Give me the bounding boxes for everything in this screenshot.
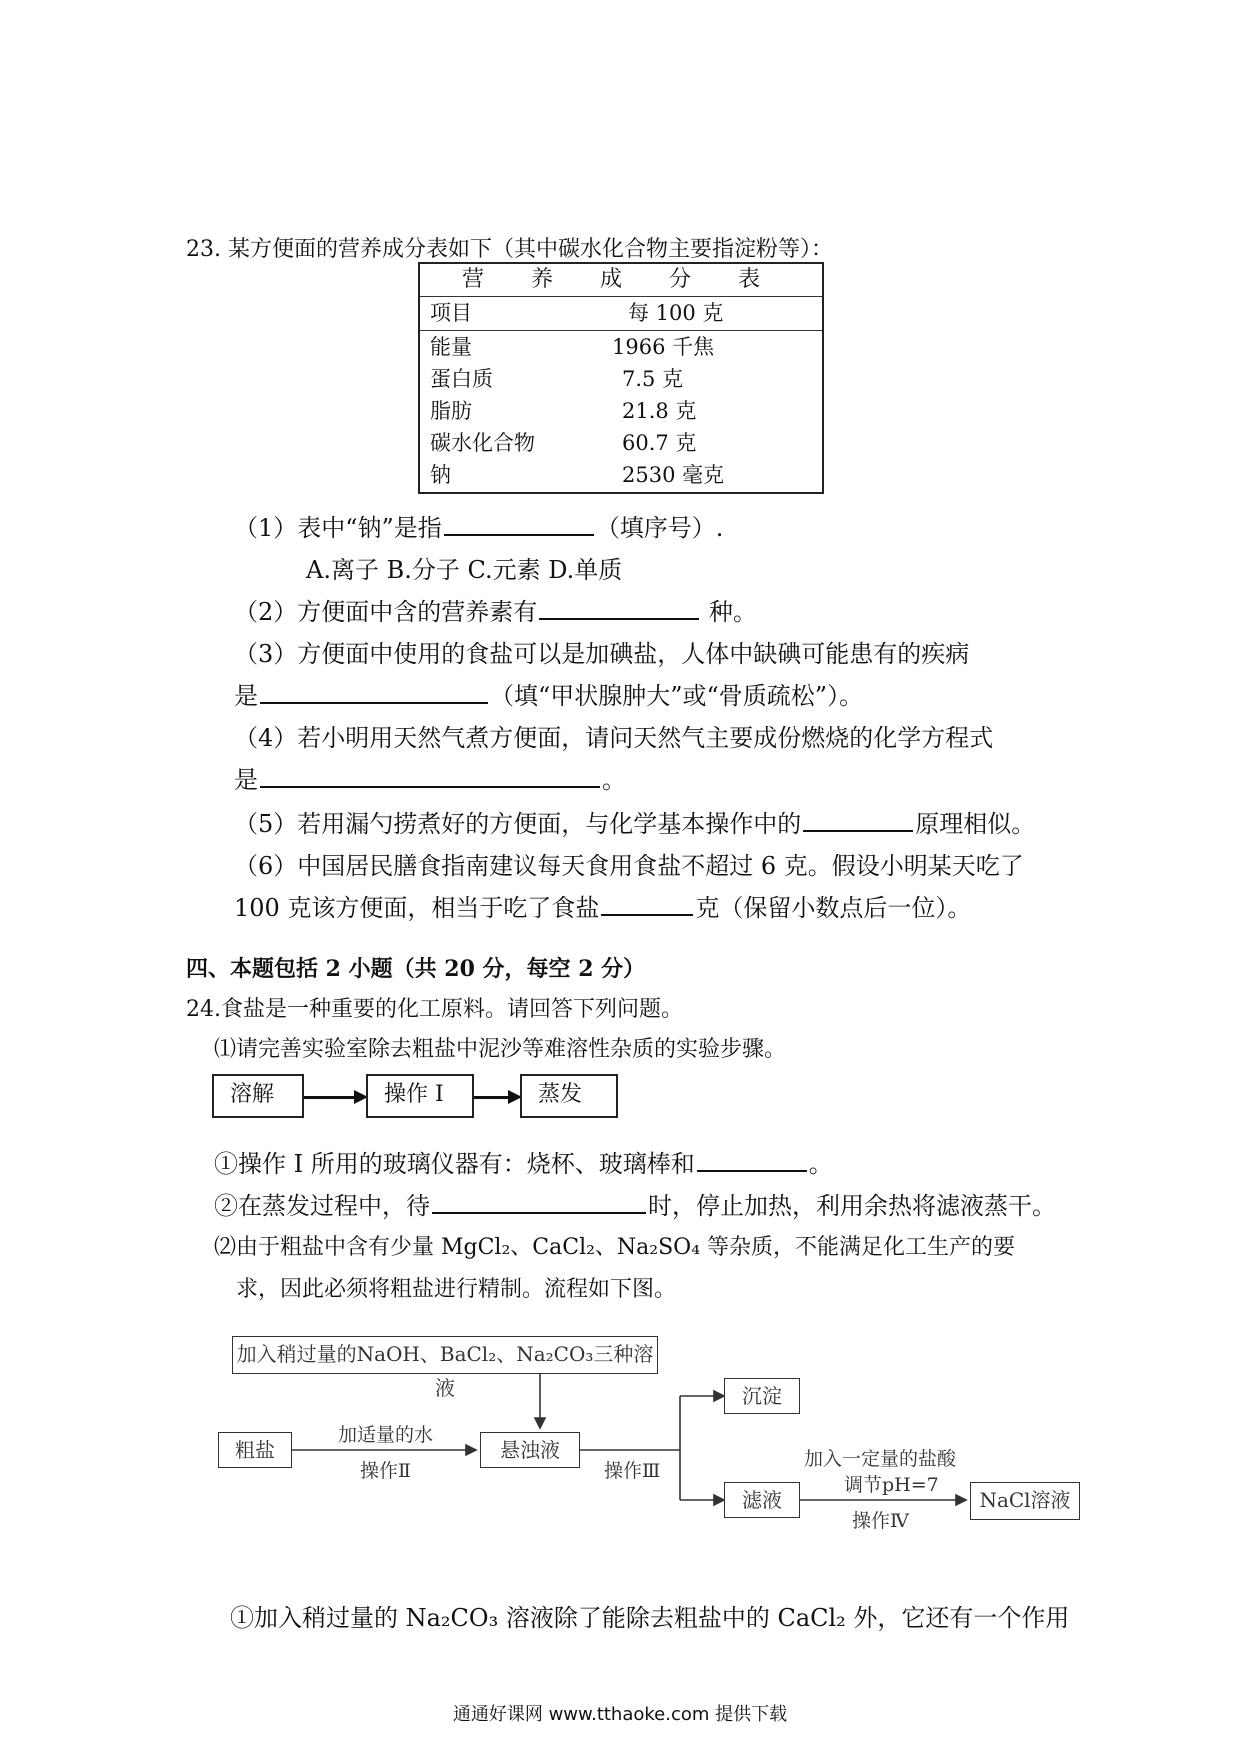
flow-add-acid-label: 加入一定量的盐酸 [804,1448,957,1470]
row-value: 7.5 克 [622,367,684,391]
flow-reagents-box: 加入稍过量的NaOH、BaCl₂、Na₂CO₃三种溶液 [232,1336,658,1374]
flow-suspension-box: 悬浊液 [480,1432,580,1468]
q24-part2-sub1: ①加入稍过量的 Na₂CO₃ 溶液除了能除去粗盐中的 CaCl₂ 外，它还有一个作用 [230,1604,1070,1632]
row-value: 1966 千焦 [612,335,715,359]
col-header-per100g: 每 100 克 [628,301,724,325]
flow-arrowhead [535,1418,545,1428]
flow-filtrate-box: 滤液 [724,1482,800,1518]
page-footer: 通通好课网 www.tthaoke.com 提供下载 [452,1704,788,1725]
row-item: 钠 [430,463,451,487]
q24-sub1-text: ①操作 I 所用的玻璃仪器有：烧杯、玻璃棒和 [214,1150,695,1178]
q23-part5-suffix: 原理相似。 [915,810,1036,838]
q23-part1-text: （1）表中“钠”是指 [234,514,442,542]
q23-part6-line1: （6）中国居民膳食指南建议每天食用食盐不超过 6 克。假设小明某天吃了 [234,852,1024,880]
q24-sub2-text: ②在蒸发过程中，待 [214,1192,430,1220]
flow-add-water-label: 加适量的水 [338,1424,434,1446]
flow-op4-label: 操作Ⅳ [852,1510,909,1532]
row-item: 碳水化合物 [430,431,535,455]
q23-part4-text: 是 [234,766,258,794]
q23-part5-text: （5）若用漏勺捞煮好的方便面，与化学基本操作中的 [234,810,802,838]
row-item: 脂肪 [430,399,472,423]
q24-part2-line2: 求，因此必须将粗盐进行精制。流程如下图。 [236,1277,677,1302]
col-header-item: 项目 [430,301,472,325]
flow-arrowhead [714,1495,724,1505]
step-box-evaporate: 蒸发 [520,1074,618,1118]
flow-op3-label: 操作Ⅲ [604,1460,661,1482]
row-value: 60.7 克 [622,431,697,455]
q24-part2-line1: ⑵由于粗盐中含有少量 MgCl₂、CaCl₂、Na₂SO₄ 等杂质，不能满足化工生产的要 [214,1235,1016,1260]
flow-crude-salt-box: 粗盐 [218,1432,292,1468]
step-box-dissolve: 溶解 [212,1074,304,1118]
q23-part2-text: （2）方便面中含的营养素有 [234,598,538,626]
flow-op2-label: 操作Ⅱ [360,1460,411,1482]
flow-arrowhead [714,1391,724,1401]
row-item: 能量 [430,335,472,359]
section-heading: 四、本题包括 2 小题（共 20 分，每空 2 分） [186,956,646,982]
q24-sub2-suffix: 时，停止加热，利用余热将滤液蒸干。 [648,1192,1056,1220]
flow-arrowhead [466,1445,476,1455]
q23-part4-line1: （4）若小明用天然气煮方便面，请问天然气主要成份燃烧的化学方程式 [234,724,994,752]
q23-part3-suffix: （填“甲状腺肿大”或“骨质疏松”）。 [490,682,864,710]
q23-part2-suffix: 种。 [701,598,757,626]
q23-intro: 23. 某方便面的营养成分表如下（其中碳水化合物主要指淀粉等）： [186,237,833,262]
q23-part3-line1: （3）方便面中使用的食盐可以是加碘盐，人体中缺碘可能患有的疾病 [234,640,970,668]
q23-part1-suffix: （填序号）. [595,514,724,542]
q23-part6-suffix: 克（保留小数点后一位）。 [695,894,972,922]
flow-product-box: NaCl溶液 [970,1482,1080,1520]
flow-precipitate-box: 沉淀 [724,1378,800,1414]
q23-part3-text: 是 [234,682,258,710]
step-box-operation1: 操作 I [366,1074,474,1118]
row-value: 2530 毫克 [622,463,725,487]
q23-part1-options: A.离子 B.分子 C.元素 D.单质 [306,556,623,584]
q23-part6-text: 100 克该方便面，相当于吃了食盐 [234,894,600,922]
q24-intro: 24.食盐是一种重要的化工原料。请回答下列问题。 [186,997,683,1022]
q23-part4-suffix: 。 [602,766,626,794]
q24-part1: ⑴请完善实验室除去粗盐中泥沙等难溶性杂质的实验步骤。 [214,1037,787,1062]
table-title: 营 养 成 分 表 [420,264,822,297]
row-value: 21.8 克 [622,399,697,423]
flow-arrowhead [956,1495,966,1505]
flow-adjust-ph-label: 调节pH=7 [844,1474,939,1496]
row-item: 蛋白质 [430,367,493,391]
q24-sub1-suffix: 。 [808,1150,833,1178]
